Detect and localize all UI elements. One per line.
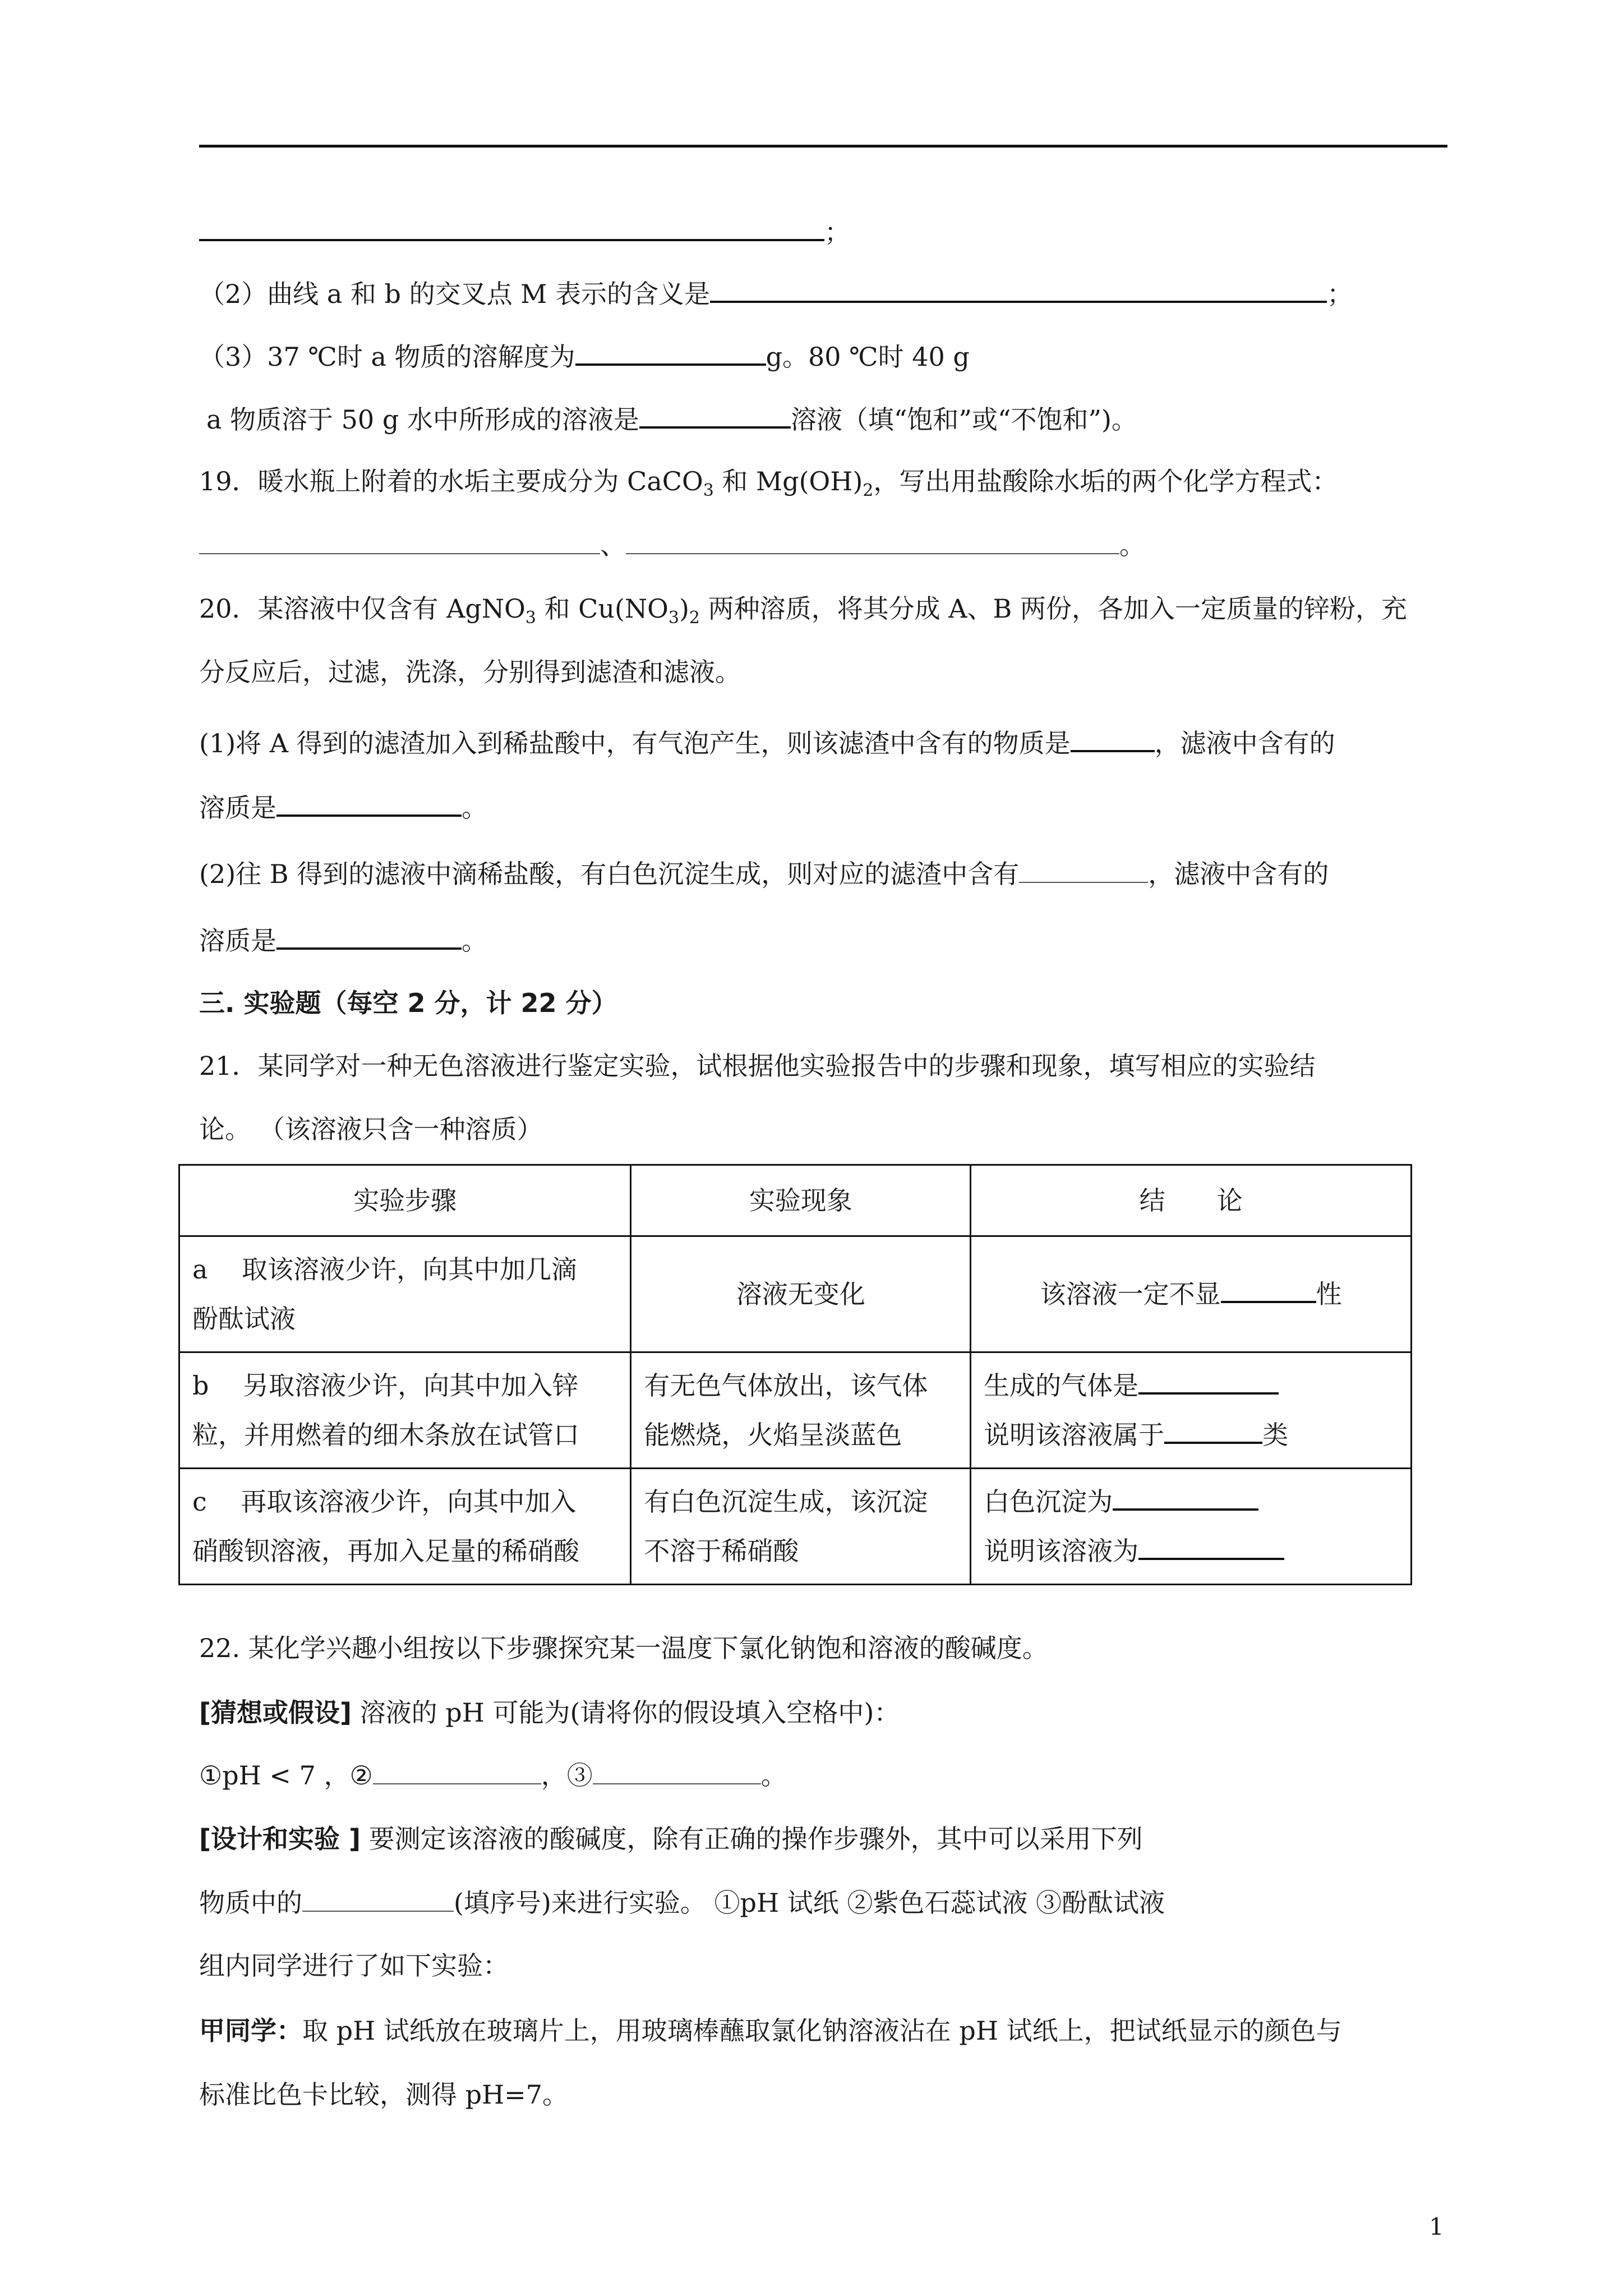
conclusion-cell: 该溶液一定不显 性 <box>971 1236 1412 1352</box>
phenomenon-cell: 有无色气体放出，该气体 能燃烧，火焰呈淡蓝色 <box>631 1352 971 1469</box>
table-row <box>179 1352 1412 1469</box>
answer-blank[interactable] <box>575 339 766 366</box>
conclusion-cell: 生成的气体是 说明该溶液属于 类 <box>971 1352 1412 1469</box>
q20-2: (2)往 B 得到的滤液中滴稀盐酸，有白色沉淀生成，则对应的滤渣中含有 ，滤液中含有的 <box>199 857 1329 891</box>
q22-group: 组内同学进行了如下实验： <box>199 1950 509 1981</box>
q22: 22. 某化学兴趣小组按以下步骤探究某一温度下氯化钠饱和溶液的酸碱度。 <box>199 1633 1048 1663</box>
answer-blank[interactable] <box>1071 725 1155 752</box>
q22-materials: 物质中的 (填序号)来进行实验。 ①pH 试纸 ②紫色石蕊试液 ③酚酞试液 <box>199 1886 1165 1920</box>
q20: 20．某溶液中仅含有 AgNO$_3$ 和 $Cu(NO_3)_2$ 两种溶质，将其分成 A、B 两份，各加入一定质量的锌粉，充 <box>199 593 1407 628</box>
q18-3-cont: a 物质溶于 50 g 水中所形成的溶液是 溶液（填“饱和”或“不饱和”)。 <box>206 402 1137 436</box>
table-row <box>179 1469 1412 1585</box>
table-header-row <box>179 1165 1412 1236</box>
header-rule <box>199 145 1447 148</box>
table-row <box>179 1236 1412 1352</box>
q18-1-continuation: ； <box>199 214 850 249</box>
section-3-heading: 三. 实验题（每空 2 分，计 22 分） <box>199 988 617 1018</box>
answer-blank[interactable] <box>639 402 791 429</box>
q20-2-cont: 溶质是 。 <box>199 923 487 958</box>
q20-1-cont: 溶质是 。 <box>199 790 487 825</box>
answer-blank[interactable] <box>1138 1533 1284 1560</box>
answer-blank[interactable] <box>276 923 462 950</box>
answer-blank[interactable] <box>199 528 600 554</box>
phenomenon-cell: 有白色沉淀生成，该沉淀 不溶于稀硝酸 <box>631 1469 971 1585</box>
q18-2: （2）曲线 a 和 b 的交叉点 M 表示的含义是 ； <box>199 276 1353 311</box>
q19: 19．暖水瓶上附着的水垢主要成分为 CaCO$_3$ 和 $Mg(OH)_2$，写出用盐酸除水垢的两个化学方程式： <box>199 466 1338 501</box>
q22-jia: 甲同学：取 pH 试纸放在玻璃片上，用玻璃棒蘸取氯化钠溶液沾在 pH 试纸上，把试纸显示的颜色与 <box>199 2016 1342 2046</box>
header-phenomenon: 实验现象 <box>631 1165 971 1236</box>
q22-hypothesis: [猜想或假设] 溶液的 pH 可能为(请将你的假设填入空格中)： <box>199 1697 900 1728</box>
step-cell: b 另取溶液少许，向其中加入锌 粒，并用燃着的细木条放在试管口 <box>179 1352 631 1469</box>
answer-blank[interactable] <box>302 1886 454 1912</box>
answer-blank[interactable] <box>199 214 824 241</box>
page-number: 1 <box>1429 2213 1444 2240</box>
q22-options: ①pH < 7 ，② ，③ 。 <box>199 1759 787 1792</box>
step-cell: c 再取该溶液少许，向其中加入 硝酸钡溶液，再加入足量的稀硝酸 <box>179 1469 631 1585</box>
answer-blank[interactable] <box>276 790 462 817</box>
answer-blank[interactable] <box>1221 1276 1316 1303</box>
answer-blank[interactable] <box>1113 1484 1258 1511</box>
q21: 21．某同学对一种无色溶液进行鉴定实验，试根据他实验报告中的步骤和现象，填写相应的实验结 <box>199 1051 1316 1081</box>
header-step: 实验步骤 <box>179 1165 631 1236</box>
q20-1: (1)将 A 得到的滤渣加入到稀盐酸中，有气泡产生，则该滤渣中含有的物质是 ，滤液中含有的 <box>199 725 1335 760</box>
answer-blank[interactable] <box>1019 857 1148 883</box>
q19-answers: 、 。 <box>199 528 1145 562</box>
answer-blank[interactable] <box>710 276 1327 303</box>
step-cell: a 取该溶液少许，向其中加几滴 酚酞试液 <box>179 1236 631 1352</box>
answer-blank[interactable] <box>373 1759 541 1784</box>
phenomenon-cell: 溶液无变化 <box>631 1236 971 1352</box>
q22-design: [设计和实验 ] 要测定该溶液的酸碱度，除有正确的操作步骤外，其中可以采用下列 <box>199 1824 1143 1854</box>
answer-blank[interactable] <box>626 528 1119 554</box>
header-conclusion: 结 论 <box>971 1165 1412 1236</box>
q18-3: （3）37 ℃时 a 物质的溶解度为 g。80 ℃时 40 g <box>199 339 970 374</box>
experiment-table <box>178 1164 1412 1585</box>
q21-line2: 论。 （该溶液只含一种溶质） <box>199 1114 543 1144</box>
q20-line2: 分反应后，过滤，洗涤，分别得到滤渣和滤液。 <box>199 657 741 687</box>
answer-blank[interactable] <box>1138 1368 1279 1395</box>
q22-jia-cont: 标准比色卡比较，测得 pH=7。 <box>199 2079 568 2110</box>
answer-blank[interactable] <box>1164 1417 1262 1444</box>
conclusion-cell: 白色沉淀为 说明该溶液为 <box>971 1469 1412 1585</box>
answer-blank[interactable] <box>593 1759 761 1784</box>
